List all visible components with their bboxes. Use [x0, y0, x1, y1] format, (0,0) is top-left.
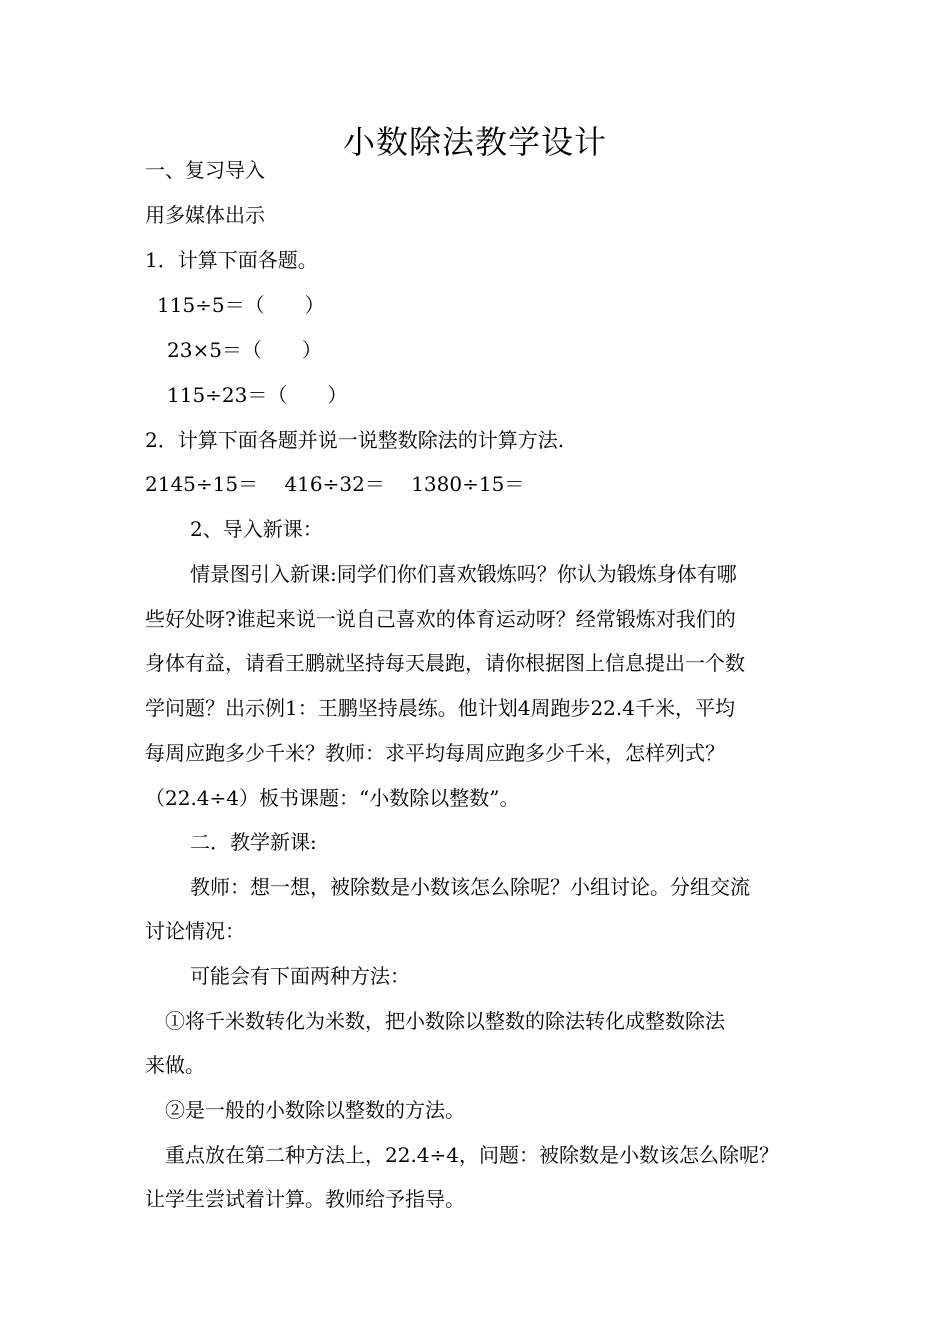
- exercise-heading-2: 2．计算下面各题并说一说整数除法的计算方法.: [145, 428, 565, 452]
- exercise-heading-1: 1．计算下面各题。: [145, 248, 318, 272]
- list-item: ②是一般的小数除以整数的方法。: [165, 1098, 465, 1122]
- section-heading-intro: 2、导入新课：: [190, 517, 323, 541]
- paragraph-line: 可能会有下面两种方法：: [190, 964, 410, 988]
- paragraph-line: 情景图引入新课:同学们你们喜欢锻炼吗？你认为锻炼身体有哪: [190, 562, 737, 586]
- equation-line: 2145÷15＝ 416÷32＝ 1380÷15＝: [145, 472, 525, 496]
- paragraph-line: 教师：想一想，被除数是小数该怎么除呢？小组讨论。分组交流: [190, 875, 750, 899]
- paragraph-line: 每周应跑多少千米？教师：求平均每周应跑多少千米，怎样列式？: [145, 741, 725, 765]
- document-title: 小数除法教学设计: [342, 123, 607, 161]
- list-item-continuation: 来做。: [145, 1053, 205, 1077]
- paragraph-line: 学问题？出示例1：王鹏坚持晨练。他计划4周跑步22.4千米，平均: [145, 696, 735, 720]
- section-heading-review: 一、复习导入: [145, 158, 265, 182]
- list-item: ①将千米数转化为米数，把小数除以整数的除法转化成整数除法: [165, 1009, 725, 1033]
- paragraph-line: （22.4÷4）板书课题：“小数除以整数”。: [145, 786, 520, 810]
- paragraph-line: 用多媒体出示: [145, 203, 265, 227]
- equation-line: 115÷5＝（ ）: [157, 293, 325, 317]
- paragraph-line: 让学生尝试着计算。教师给予指导。: [145, 1187, 465, 1211]
- paragraph-line: 重点放在第二种方法上，22.4÷4，问题：被除数是小数该怎么除呢？: [165, 1143, 780, 1167]
- section-heading-new-lesson: 二．教学新课:: [190, 830, 317, 854]
- paragraph-line: 些好处呀?谁起来说一说自己喜欢的体育运动呀？经常锻炼对我们的: [145, 607, 736, 631]
- equation-line: 23×5＝（ ）: [167, 338, 322, 362]
- equation-line: 115÷23＝（ ）: [167, 383, 348, 407]
- paragraph-line: 讨论情况：: [145, 919, 245, 943]
- paragraph-line: 身体有益，请看王鹏就坚持每天晨跑，请你根据图上信息提出一个数: [145, 651, 745, 675]
